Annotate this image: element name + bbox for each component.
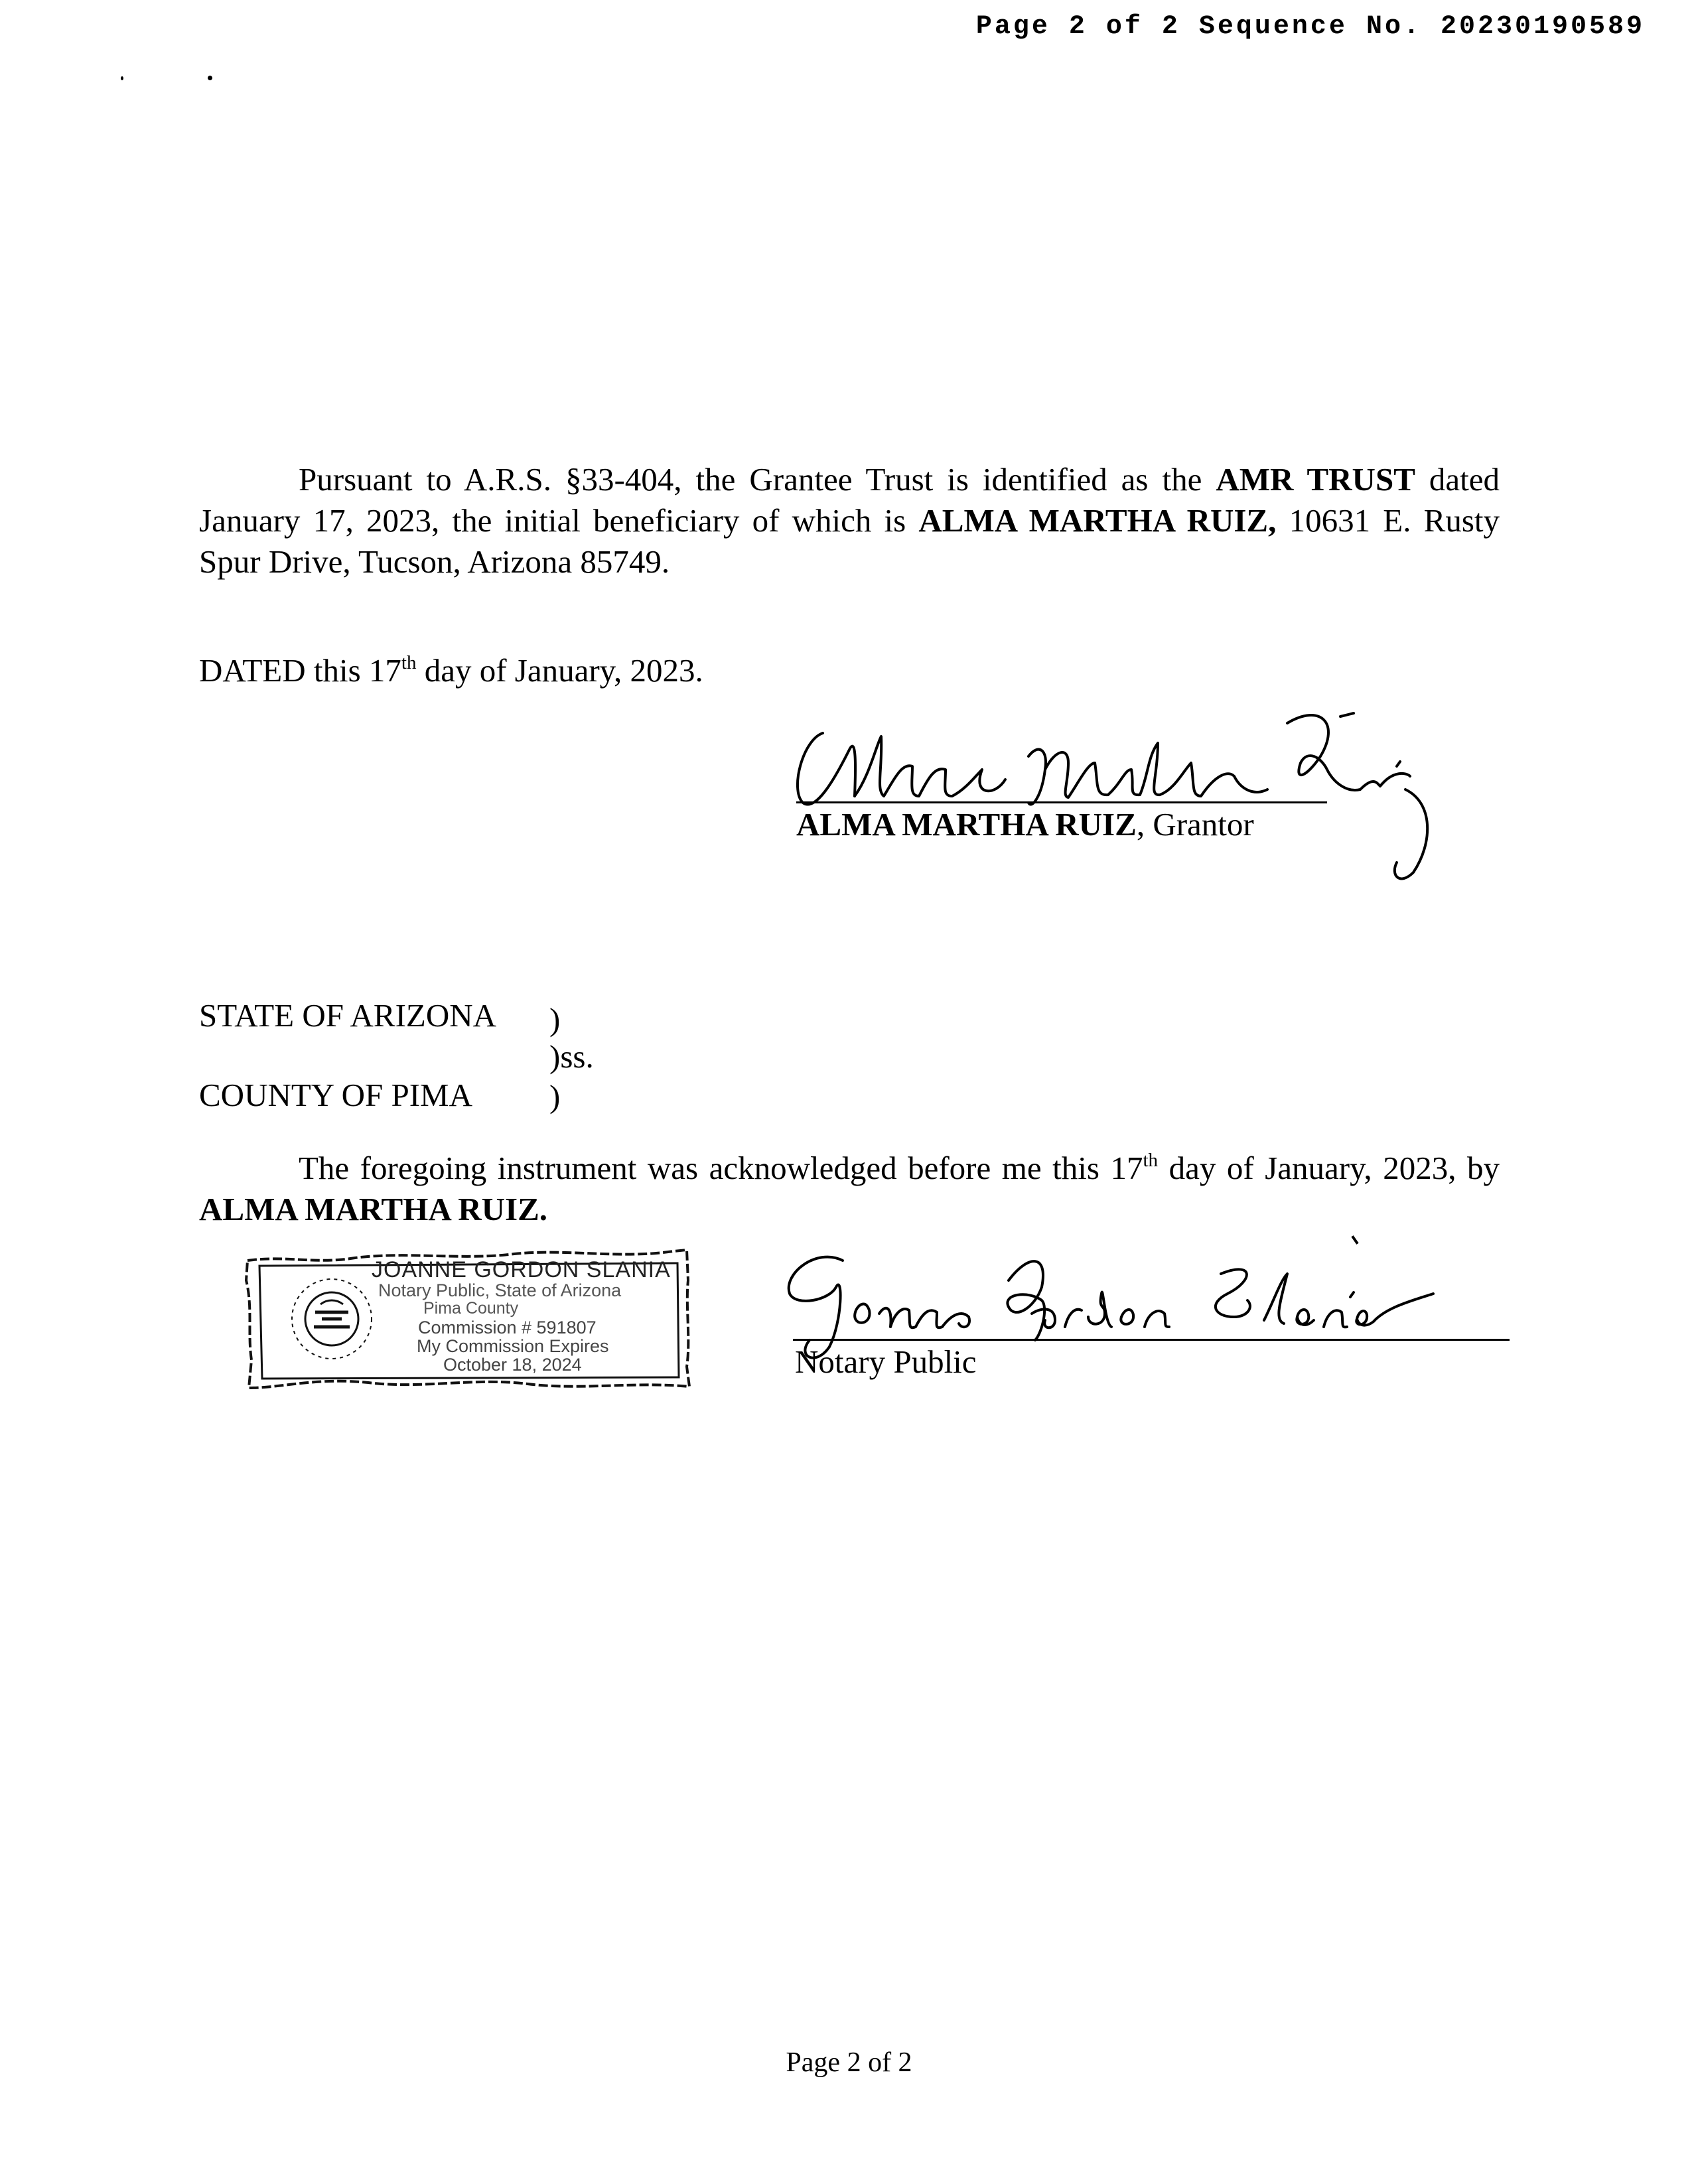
trust-identification-paragraph: [199, 459, 1500, 582]
notary-signature-line: [793, 1339, 1510, 1341]
grantor-role: , Grantor: [1136, 806, 1254, 843]
dated-ordinal: th: [401, 652, 417, 673]
venue-ss: )ss.: [549, 1038, 594, 1075]
stamp-notary-name: JOANNE GORDON SLANIA: [372, 1257, 671, 1282]
scan-speck: [208, 76, 212, 80]
acknowledgment-paragraph: [199, 1148, 1500, 1230]
stamp-county: Pima County: [423, 1299, 519, 1318]
stamp-title: Notary Public, State of Arizona: [378, 1280, 622, 1300]
ack-text: The foregoing instrument was acknowledged before me this 17: [299, 1150, 1143, 1186]
venue-paren: ): [549, 1001, 561, 1038]
grantor-signature: [776, 697, 1440, 896]
grantor-label: [796, 804, 1254, 845]
dated-prefix: DATED this 17: [199, 652, 401, 689]
ack-name: ALMA MARTHA RUIZ.: [199, 1191, 548, 1227]
venue-county: COUNTY OF PIMA: [199, 1077, 473, 1113]
ack-text: day of January, 2023, by: [1158, 1150, 1500, 1186]
page-footer: Page 2 of 2: [786, 2047, 912, 2078]
scan-speck: [121, 76, 123, 80]
beneficiary-name: ALMA MARTHA RUIZ,: [918, 502, 1277, 539]
para-text: Pursuant to A.R.S. §33-404, the Grantee Trust is identified as the: [299, 461, 1216, 498]
recording-header: Page 2 of 2 Sequence No. 20230190589: [975, 12, 1645, 42]
stamp-expires-date: October 18, 2024: [443, 1355, 582, 1375]
para-text: dated January 17, 2023, the initial beneficiary of which is: [199, 461, 1500, 539]
venue-state: STATE OF ARIZONA: [199, 997, 496, 1034]
stamp-expires-label: My Commission Expires: [417, 1336, 609, 1356]
beneficiary-address: 10631 E. Rusty Spur Drive, Tucson, Arizona 85749.: [199, 502, 1500, 580]
venue-paren: ): [549, 1078, 561, 1115]
dated-line: [199, 650, 703, 691]
dated-suffix: day of January, 2023.: [416, 652, 703, 689]
stamp-commission: Commission # 591807: [418, 1318, 597, 1337]
ack-ordinal: th: [1143, 1150, 1159, 1171]
notary-label: Notary Public: [795, 1343, 977, 1380]
trust-name: AMR TRUST: [1216, 461, 1415, 498]
grantor-signature-line: [796, 801, 1327, 803]
grantor-name: ALMA MARTHA RUIZ: [796, 806, 1137, 843]
